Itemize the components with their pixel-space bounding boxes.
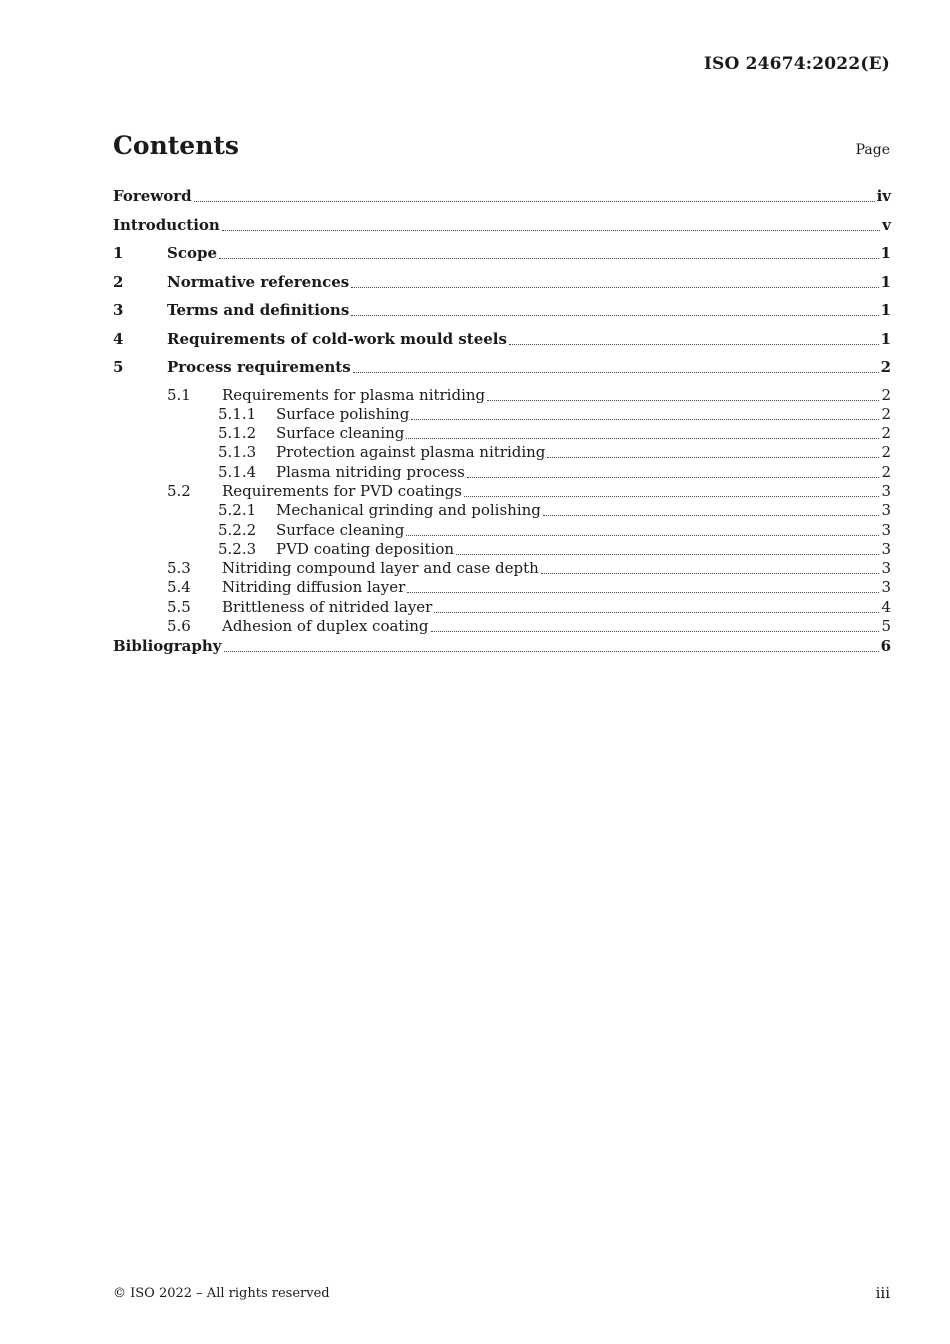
- toc-entry[interactable]: [113, 272, 891, 301]
- toc-entry[interactable]: [113, 405, 891, 424]
- toc-entry-page[interactable]: v: [882, 215, 891, 234]
- toc-entry-title[interactable]: Brittleness of nitrided layer: [222, 597, 433, 616]
- toc-entry-title[interactable]: Nitriding diffusion layer: [222, 578, 406, 597]
- toc-entry[interactable]: [113, 578, 891, 597]
- toc-entry-page[interactable]: 3: [881, 559, 891, 578]
- toc-entry-title[interactable]: Normative references: [167, 272, 350, 291]
- toc-entry-number: 4: [113, 329, 124, 348]
- document-identifier: ISO 24674:2022(E): [703, 54, 890, 74]
- toc-entry-title[interactable]: Process requirements: [167, 358, 351, 376]
- toc-entry-page[interactable]: 2: [880, 358, 891, 376]
- page-column-heading: Page: [855, 142, 890, 158]
- toc-entry[interactable]: [113, 559, 891, 578]
- toc-entry-page[interactable]: 1: [880, 301, 891, 319]
- toc-entry-number: 5.3: [167, 559, 191, 578]
- dot-leader: [434, 611, 879, 613]
- toc-entry-number: 2: [113, 272, 124, 291]
- toc-entry-number: 5: [113, 358, 124, 376]
- dot-leader: [411, 418, 879, 420]
- toc-entry[interactable]: [113, 636, 891, 665]
- toc-entry-page[interactable]: 5: [881, 617, 891, 636]
- table-of-contents: [113, 186, 891, 665]
- dot-leader: [541, 572, 880, 574]
- toc-entry-number: 5.1.2: [218, 424, 257, 443]
- toc-entry-number: 5.6: [167, 617, 191, 636]
- toc-entry-number: 1: [113, 244, 124, 262]
- toc-entry-page[interactable]: 3: [881, 539, 891, 558]
- toc-entry[interactable]: [113, 386, 891, 405]
- toc-entry-title[interactable]: Bibliography: [113, 637, 222, 656]
- dot-leader: [464, 495, 880, 497]
- toc-entry-page[interactable]: 3: [881, 578, 891, 597]
- toc-entry-title[interactable]: Protection against plasma nitriding: [276, 443, 546, 462]
- toc-entry-title[interactable]: Requirements for plasma nitriding: [222, 385, 486, 404]
- dot-leader: [351, 286, 878, 288]
- toc-entry-title[interactable]: Surface polishing: [276, 404, 410, 423]
- toc-entry-page[interactable]: 4: [881, 597, 891, 616]
- dot-leader: [509, 343, 879, 345]
- toc-entry-number: 5.1.4: [218, 462, 257, 481]
- dot-leader: [407, 591, 879, 593]
- copyright-notice: © ISO 2022 – All rights reserved: [113, 1286, 330, 1301]
- toc-entry-page[interactable]: 2: [881, 404, 891, 423]
- toc-entry-title[interactable]: Requirements for PVD coatings: [222, 481, 462, 500]
- toc-entry[interactable]: [113, 501, 891, 520]
- toc-entry[interactable]: [113, 300, 891, 329]
- toc-entry-title[interactable]: Requirements of cold-work mould steels: [167, 329, 507, 348]
- dot-leader: [547, 456, 879, 458]
- dot-leader: [353, 371, 879, 373]
- toc-entry-page[interactable]: 1: [880, 272, 891, 291]
- dot-leader: [224, 650, 879, 652]
- toc-entry-number: 5.1: [167, 385, 191, 404]
- toc-entry-page[interactable]: 2: [881, 462, 891, 481]
- dot-leader: [219, 257, 879, 259]
- toc-entry-page[interactable]: iv: [876, 187, 891, 205]
- dot-leader: [456, 553, 879, 555]
- dot-leader: [406, 437, 879, 439]
- toc-entry-number: 5.2.2: [218, 520, 257, 539]
- toc-entry-title[interactable]: PVD coating deposition: [276, 539, 455, 558]
- dot-leader: [222, 229, 880, 231]
- toc-entry-page[interactable]: 3: [881, 481, 891, 500]
- toc-entry-number: 5.2.1: [218, 501, 257, 520]
- dot-leader: [406, 534, 879, 536]
- toc-entry[interactable]: [113, 598, 891, 617]
- toc-entry-number: 5.1.1: [218, 404, 257, 423]
- toc-entry[interactable]: [113, 243, 891, 272]
- page-number: iii: [875, 1284, 890, 1302]
- toc-entry-page[interactable]: 1: [880, 244, 891, 262]
- toc-entry-title[interactable]: Introduction: [113, 215, 220, 234]
- toc-entry-number: 5.4: [167, 578, 191, 597]
- toc-entry-title[interactable]: Scope: [167, 244, 218, 262]
- dot-leader: [487, 399, 879, 401]
- toc-entry-title[interactable]: Adhesion of duplex coating: [222, 617, 429, 636]
- toc-entry[interactable]: [113, 443, 891, 462]
- toc-entry[interactable]: [113, 329, 891, 358]
- toc-entry-page[interactable]: 3: [881, 501, 891, 520]
- toc-entry[interactable]: [113, 540, 891, 559]
- toc-entry-page[interactable]: 3: [881, 520, 891, 539]
- toc-entry-page[interactable]: 1: [880, 329, 891, 348]
- toc-entry-title[interactable]: Surface cleaning: [276, 520, 405, 539]
- dot-leader: [431, 630, 880, 632]
- toc-entry-title[interactable]: Terms and definitions: [167, 301, 350, 319]
- dot-leader: [351, 314, 878, 316]
- toc-entry-number: 3: [113, 301, 124, 319]
- toc-entry-number: 5.2.3: [218, 539, 257, 558]
- toc-entry[interactable]: [113, 617, 891, 636]
- page-title: Contents: [113, 131, 240, 160]
- toc-entry-title[interactable]: Foreword: [113, 187, 192, 205]
- toc-entry-page[interactable]: 2: [881, 443, 891, 462]
- toc-entry[interactable]: [113, 215, 891, 244]
- toc-entry[interactable]: [113, 463, 891, 482]
- toc-entry-number: 5.1.3: [218, 443, 257, 462]
- toc-entry[interactable]: [113, 186, 891, 215]
- toc-entry-title[interactable]: Plasma nitriding process: [276, 462, 465, 481]
- toc-entry-number: 5.5: [167, 597, 191, 616]
- toc-entry-title[interactable]: Surface cleaning: [276, 424, 405, 443]
- dot-leader: [194, 200, 875, 202]
- toc-entry[interactable]: [113, 357, 891, 386]
- toc-entry-title[interactable]: Nitriding compound layer and case depth: [222, 559, 539, 578]
- dot-leader: [467, 476, 880, 478]
- toc-entry-page[interactable]: 2: [881, 385, 891, 404]
- dot-leader: [543, 514, 880, 516]
- toc-entry[interactable]: [113, 424, 891, 443]
- toc-entry-page[interactable]: 2: [881, 424, 891, 443]
- toc-entry-number: 5.2: [167, 481, 191, 500]
- toc-entry-page[interactable]: 6: [880, 637, 891, 656]
- toc-entry-title[interactable]: Mechanical grinding and polishing: [276, 501, 541, 520]
- toc-entry[interactable]: [113, 521, 891, 540]
- toc-entry[interactable]: [113, 482, 891, 501]
